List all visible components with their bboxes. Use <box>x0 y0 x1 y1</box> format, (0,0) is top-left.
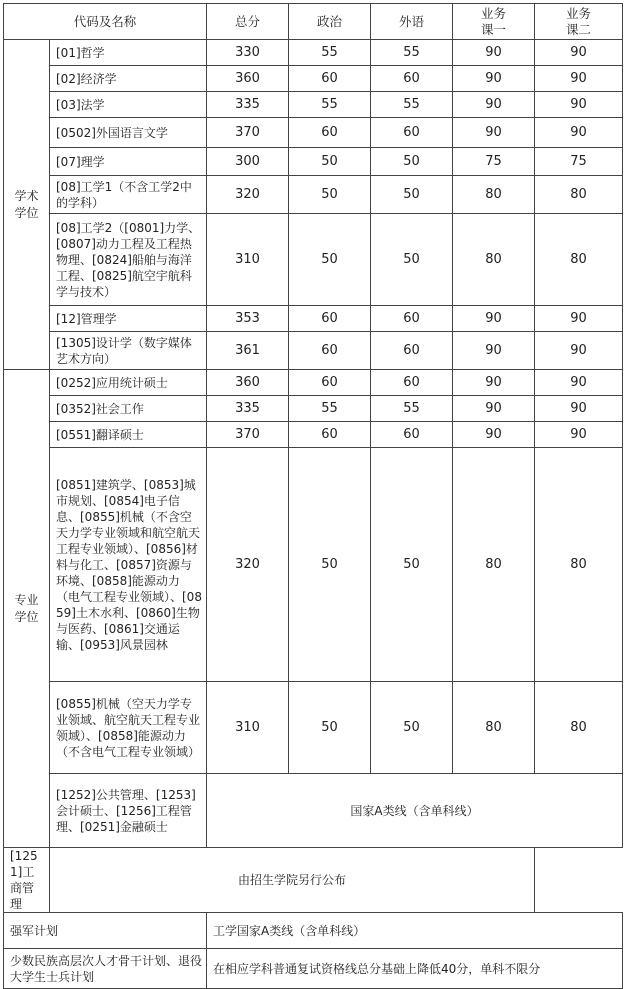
total-score: 360 <box>207 66 289 92</box>
total-score: 370 <box>207 118 289 148</box>
program-name: [1252]公共管理、[1253]会计硕士、[1256]工程管理、[0251]金融硕士 <box>50 774 207 848</box>
course2-score: 90 <box>535 370 623 396</box>
header-total: 总分 <box>207 4 289 40</box>
politics-score: 60 <box>289 306 371 332</box>
course1-score: 90 <box>453 92 535 118</box>
course1-score: 80 <box>453 448 535 682</box>
table-row <box>4 848 623 913</box>
foreign-score: 55 <box>371 396 453 422</box>
program-name: [08]工学2（[0801]力学、[0807]动力工程及工程热物理、[0824]船舶与海洋工程、[0825]航空宇航科学与技术） <box>50 214 207 306</box>
course2-score: 90 <box>535 422 623 448</box>
course2-score: 80 <box>535 448 623 682</box>
course1-score: 75 <box>453 148 535 176</box>
merged-note: 国家A类线（含单科线） <box>207 774 623 848</box>
special-note: 工学国家A类线（含单科线） <box>207 913 623 949</box>
foreign-score: 50 <box>371 176 453 214</box>
foreign-score: 60 <box>371 370 453 396</box>
table-row <box>4 118 623 148</box>
table-row <box>4 774 623 848</box>
politics-score: 60 <box>289 422 371 448</box>
foreign-score: 50 <box>371 448 453 682</box>
politics-score: 60 <box>289 118 371 148</box>
table-row <box>4 913 623 949</box>
header-politics: 政治 <box>289 4 371 40</box>
table-row <box>4 148 623 176</box>
total-score: 300 <box>207 148 289 176</box>
total-score: 310 <box>207 214 289 306</box>
course2-score: 90 <box>535 332 623 370</box>
foreign-score: 50 <box>371 214 453 306</box>
course1-score: 80 <box>453 682 535 774</box>
foreign-score: 60 <box>371 422 453 448</box>
foreign-score: 60 <box>371 118 453 148</box>
course1-score: 90 <box>453 306 535 332</box>
score-table <box>3 3 623 989</box>
course1-score: 90 <box>453 422 535 448</box>
course1-score: 90 <box>453 396 535 422</box>
course1-score: 90 <box>453 370 535 396</box>
total-score: 361 <box>207 332 289 370</box>
table-row <box>4 682 623 774</box>
foreign-score: 60 <box>371 66 453 92</box>
politics-score: 55 <box>289 396 371 422</box>
politics-score: 50 <box>289 214 371 306</box>
total-score: 360 <box>207 370 289 396</box>
program-name: [0855]机械（空天力学专业领域、航空航天工程专业领域）、[0858]能源动力（不含电气工程专业领域） <box>50 682 207 774</box>
table-row <box>4 949 623 989</box>
politics-score: 55 <box>289 40 371 66</box>
table-row <box>4 370 623 396</box>
course2-score: 80 <box>535 214 623 306</box>
foreign-score: 50 <box>371 682 453 774</box>
category-academic: 学术学位 <box>4 40 50 370</box>
foreign-score: 55 <box>371 92 453 118</box>
politics-score: 50 <box>289 148 371 176</box>
special-label: 强军计划 <box>4 913 207 949</box>
course2-score: 90 <box>535 92 623 118</box>
program-name: [1251]工商管理 <box>4 848 50 913</box>
total-score: 335 <box>207 92 289 118</box>
foreign-score: 60 <box>371 306 453 332</box>
politics-score: 60 <box>289 66 371 92</box>
total-score: 320 <box>207 176 289 214</box>
program-name: [0352]社会工作 <box>50 396 207 422</box>
table-row <box>4 40 623 66</box>
course2-score: 80 <box>535 176 623 214</box>
politics-score: 60 <box>289 332 371 370</box>
foreign-score: 55 <box>371 40 453 66</box>
table-row <box>4 422 623 448</box>
program-name: [03]法学 <box>50 92 207 118</box>
header-course1: 业务课一 <box>453 4 535 40</box>
total-score: 310 <box>207 682 289 774</box>
course2-score: 90 <box>535 40 623 66</box>
program-name: [0851]建筑学、[0853]城市规划、[0854]电子信息、[0855]机械（不含空天力学专业领域和航空航天工程专业领域）、[0856]材料与化工、[0857]资源与环境、[0858]能源动力（电气工程专业领域）、[0859]土木水利、[0860]生物与医药、[0861]交通运输、[0953]风景园林 <box>50 448 207 682</box>
politics-score: 50 <box>289 448 371 682</box>
program-name: [02]经济学 <box>50 66 207 92</box>
politics-score: 60 <box>289 370 371 396</box>
special-label: 少数民族高层次人才骨干计划、退役大学生士兵计划 <box>4 949 207 989</box>
total-score: 335 <box>207 396 289 422</box>
course2-score: 90 <box>535 66 623 92</box>
program-name: [1305]设计学（数字媒体艺术方向） <box>50 332 207 370</box>
special-note: 在相应学科普通复试资格线总分基础上降低40分，单科不限分 <box>207 949 623 989</box>
course1-score: 90 <box>453 66 535 92</box>
program-name: [12]管理学 <box>50 306 207 332</box>
total-score: 353 <box>207 306 289 332</box>
category-professional: 专业学位 <box>4 370 50 848</box>
header-foreign: 外语 <box>371 4 453 40</box>
table-row <box>4 66 623 92</box>
politics-score: 50 <box>289 176 371 214</box>
header-row <box>4 4 623 40</box>
course2-score: 90 <box>535 396 623 422</box>
header-name: 代码及名称 <box>4 4 207 40</box>
course1-score: 90 <box>453 118 535 148</box>
politics-score: 50 <box>289 682 371 774</box>
politics-score: 55 <box>289 92 371 118</box>
course2-score: 80 <box>535 682 623 774</box>
table-row <box>4 306 623 332</box>
program-name: [0252]应用统计硕士 <box>50 370 207 396</box>
program-name: [08]工学1（不含工学2中的学科） <box>50 176 207 214</box>
program-name: [01]哲学 <box>50 40 207 66</box>
table-row <box>4 92 623 118</box>
program-name: [0502]外国语言文学 <box>50 118 207 148</box>
table-row <box>4 448 623 682</box>
table-row <box>4 214 623 306</box>
program-name: [07]理学 <box>50 148 207 176</box>
course1-score: 90 <box>453 332 535 370</box>
merged-note: 由招生学院另行公布 <box>50 848 535 913</box>
course2-score: 90 <box>535 306 623 332</box>
course2-score: 90 <box>535 118 623 148</box>
foreign-score: 50 <box>371 148 453 176</box>
foreign-score: 60 <box>371 332 453 370</box>
course1-score: 90 <box>453 40 535 66</box>
course1-score: 80 <box>453 214 535 306</box>
course2-score: 75 <box>535 148 623 176</box>
total-score: 320 <box>207 448 289 682</box>
course1-score: 80 <box>453 176 535 214</box>
total-score: 370 <box>207 422 289 448</box>
table-row <box>4 332 623 370</box>
table-row <box>4 396 623 422</box>
total-score: 330 <box>207 40 289 66</box>
program-name: [0551]翻译硕士 <box>50 422 207 448</box>
table-row <box>4 176 623 214</box>
header-course2: 业务课二 <box>535 4 623 40</box>
